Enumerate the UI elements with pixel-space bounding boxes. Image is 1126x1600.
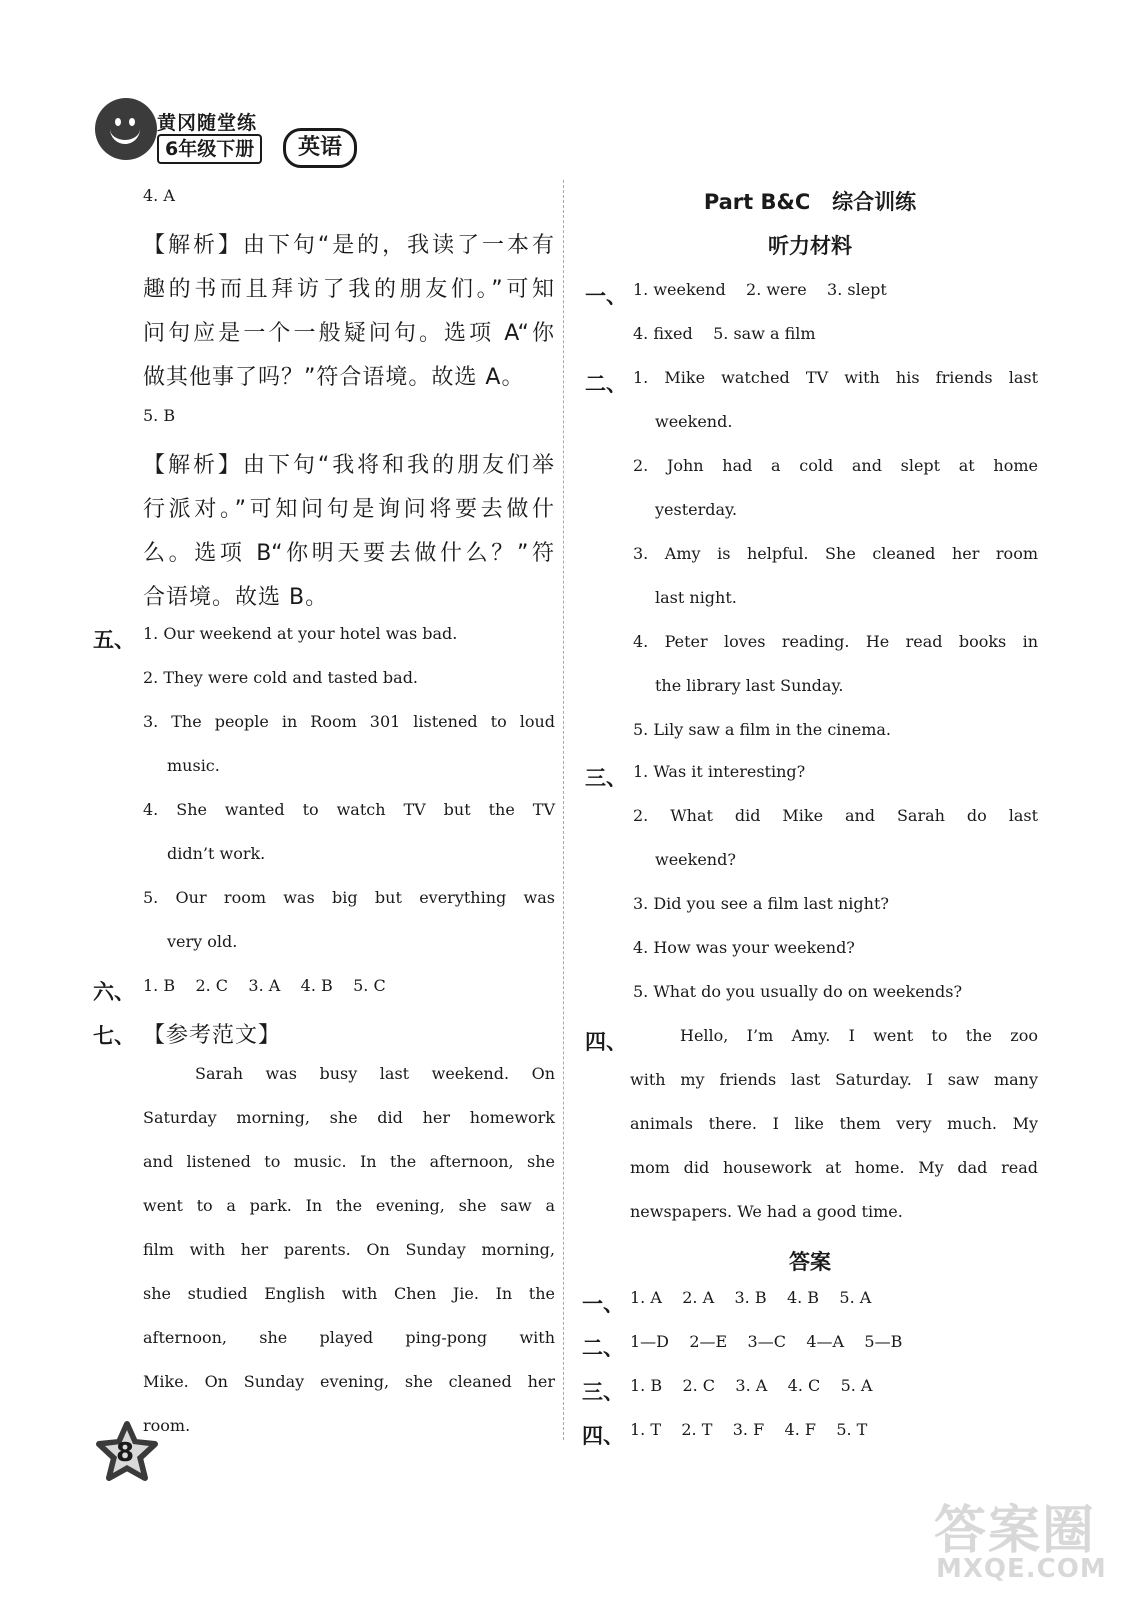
section-5-line: 1. Our weekend at your hotel was bad.	[143, 624, 458, 643]
brand-name: 黄冈随堂练	[157, 112, 258, 134]
watermark	[930, 1480, 1120, 1590]
listening-passage-line: animals there. I like them very much. My	[630, 1114, 1038, 1133]
section-6-marker: 六、	[93, 980, 135, 1004]
analysis-4-line: 【解析】由下句“是的，我读了一本有	[143, 233, 555, 258]
analysis-4-line: 做其他事了吗？”符合语境。故选 A。	[143, 365, 525, 390]
listening-section-2-line: 1. Mike watched TV with his friends last	[633, 368, 1038, 387]
analysis-5-line: 合语境。故选 B。	[143, 585, 329, 610]
listening-passage-line: with my friends last Saturday. I saw many	[630, 1070, 1038, 1089]
essay-line: afternoon, she played ping-pong with	[143, 1328, 555, 1347]
listening-section-2-line: last night.	[655, 588, 737, 607]
book-header	[95, 98, 365, 168]
analysis-4-line: 问句应是一个一般疑问句。选项 A“你	[143, 321, 555, 346]
section-5-line: music.	[167, 756, 220, 775]
section-5-line: very old.	[167, 932, 238, 951]
essay-line: she studied English with Chen Jie. In the	[143, 1284, 555, 1303]
part-title: Part B&C 综合训练	[703, 190, 917, 214]
essay-line: Saturday morning, she did her homework	[143, 1108, 555, 1127]
listening-passage-line: mom did housework at home. My dad read	[630, 1158, 1038, 1177]
listening-section-3-line: 4. How was your weekend?	[633, 938, 855, 957]
answer-row: 1. B 2. C 3. A 4. C 5. A	[630, 1376, 873, 1395]
listening-section-3-line: 2. What did Mike and Sarah do last	[633, 806, 1038, 825]
listening-section-3-line: 3. Did you see a film last night?	[633, 894, 889, 913]
smiley-logo-icon	[95, 98, 157, 160]
answer-row-marker: 四、	[582, 1424, 624, 1448]
listening-section-1-line: 1. weekend 2. were 3. slept	[633, 280, 887, 299]
watermark-top: 答案圈	[934, 1501, 1097, 1561]
essay-line: Mike. On Sunday evening, she cleaned her	[143, 1372, 555, 1391]
section-5-line: didn’t work.	[167, 844, 266, 863]
watermark-bottom: MXQE.COM	[936, 1554, 1107, 1584]
analysis-5-line: 【解析】由下句“我将和我的朋友们举	[143, 453, 555, 478]
section-5-line: 5. Our room was big but everything was	[143, 888, 555, 907]
section-5-line: 4. She wanted to watch TV but the TV	[143, 800, 555, 819]
essay-line: and listened to music. In the afternoon, she	[143, 1152, 555, 1171]
answer-row: 1. A 2. A 3. B 4. B 5. A	[630, 1288, 872, 1307]
listening-section-3-line: 5. What do you usually do on weekends?	[633, 982, 963, 1001]
listening-section-2-line: 2. John had a cold and slept at home	[633, 456, 1038, 475]
listening-section-2-line: yesterday.	[655, 500, 738, 519]
page-number: 8	[115, 1438, 135, 1468]
section-7-marker: 七、	[93, 1024, 135, 1048]
listening-section-3-marker: 三、	[585, 766, 627, 790]
grade-label: 6年级下册	[157, 134, 262, 164]
listening-title: 听力材料	[768, 234, 852, 258]
listening-passage-line: Hello, I’m Amy. I went to the zoo	[680, 1026, 1038, 1045]
listening-section-2-line: 5. Lily saw a film in the cinema.	[633, 720, 891, 739]
section-5-line: 2. They were cold and tasted bad.	[143, 668, 419, 687]
section-7-title: 【参考范文】	[143, 1023, 282, 1048]
analysis-4-line: 趣的书而且拜访了我的朋友们。”可知	[143, 277, 555, 302]
subject-badge: 英语	[283, 128, 357, 168]
item-5-number: 5. B	[143, 406, 176, 425]
listening-section-3-line: 1. Was it interesting?	[633, 762, 806, 781]
essay-line: room.	[143, 1416, 191, 1435]
essay-line: film with her parents. On Sunday morning,	[143, 1240, 555, 1259]
item-4-number: 4. A	[143, 186, 175, 205]
listening-passage-line: newspapers. We had a good time.	[630, 1202, 903, 1221]
analysis-5-line: 么。选项 B“你明天要去做什么？”符	[143, 541, 555, 566]
column-divider	[563, 180, 564, 1440]
essay-line: Sarah was busy last weekend. On	[195, 1064, 555, 1083]
listening-section-1-marker: 一、	[585, 284, 627, 308]
section-5-line: 3. The people in Room 301 listened to loud	[143, 712, 555, 731]
section-6-answers: 1. B 2. C 3. A 4. B 5. C	[143, 976, 386, 995]
listening-section-3-line: weekend?	[655, 850, 736, 869]
listening-section-4-marker: 四、	[585, 1030, 627, 1054]
answer-row-marker: 一、	[582, 1292, 624, 1316]
answer-row: 1. T 2. T 3. F 4. F 5. T	[630, 1420, 868, 1439]
listening-section-2-line: 3. Amy is helpful. She cleaned her room	[633, 544, 1038, 563]
listening-section-1-line: 4. fixed 5. saw a film	[633, 324, 816, 343]
analysis-5-line: 行派对。”可知问句是询问将要去做什	[143, 497, 555, 522]
answer-row: 1—D 2—E 3—C 4—A 5—B	[630, 1332, 903, 1351]
listening-section-2-line: weekend.	[655, 412, 733, 431]
answer-row-marker: 二、	[582, 1336, 624, 1360]
answers-title: 答案	[789, 1250, 831, 1274]
listening-section-2-marker: 二、	[585, 372, 627, 396]
section-5-marker: 五、	[93, 628, 135, 652]
listening-section-2-line: the library last Sunday.	[655, 676, 844, 695]
essay-line: went to a park. In the evening, she saw a	[143, 1196, 555, 1215]
page-number-badge	[95, 1420, 167, 1492]
listening-section-2-line: 4. Peter loves reading. He read books in	[633, 632, 1038, 651]
answer-row-marker: 三、	[582, 1380, 624, 1404]
